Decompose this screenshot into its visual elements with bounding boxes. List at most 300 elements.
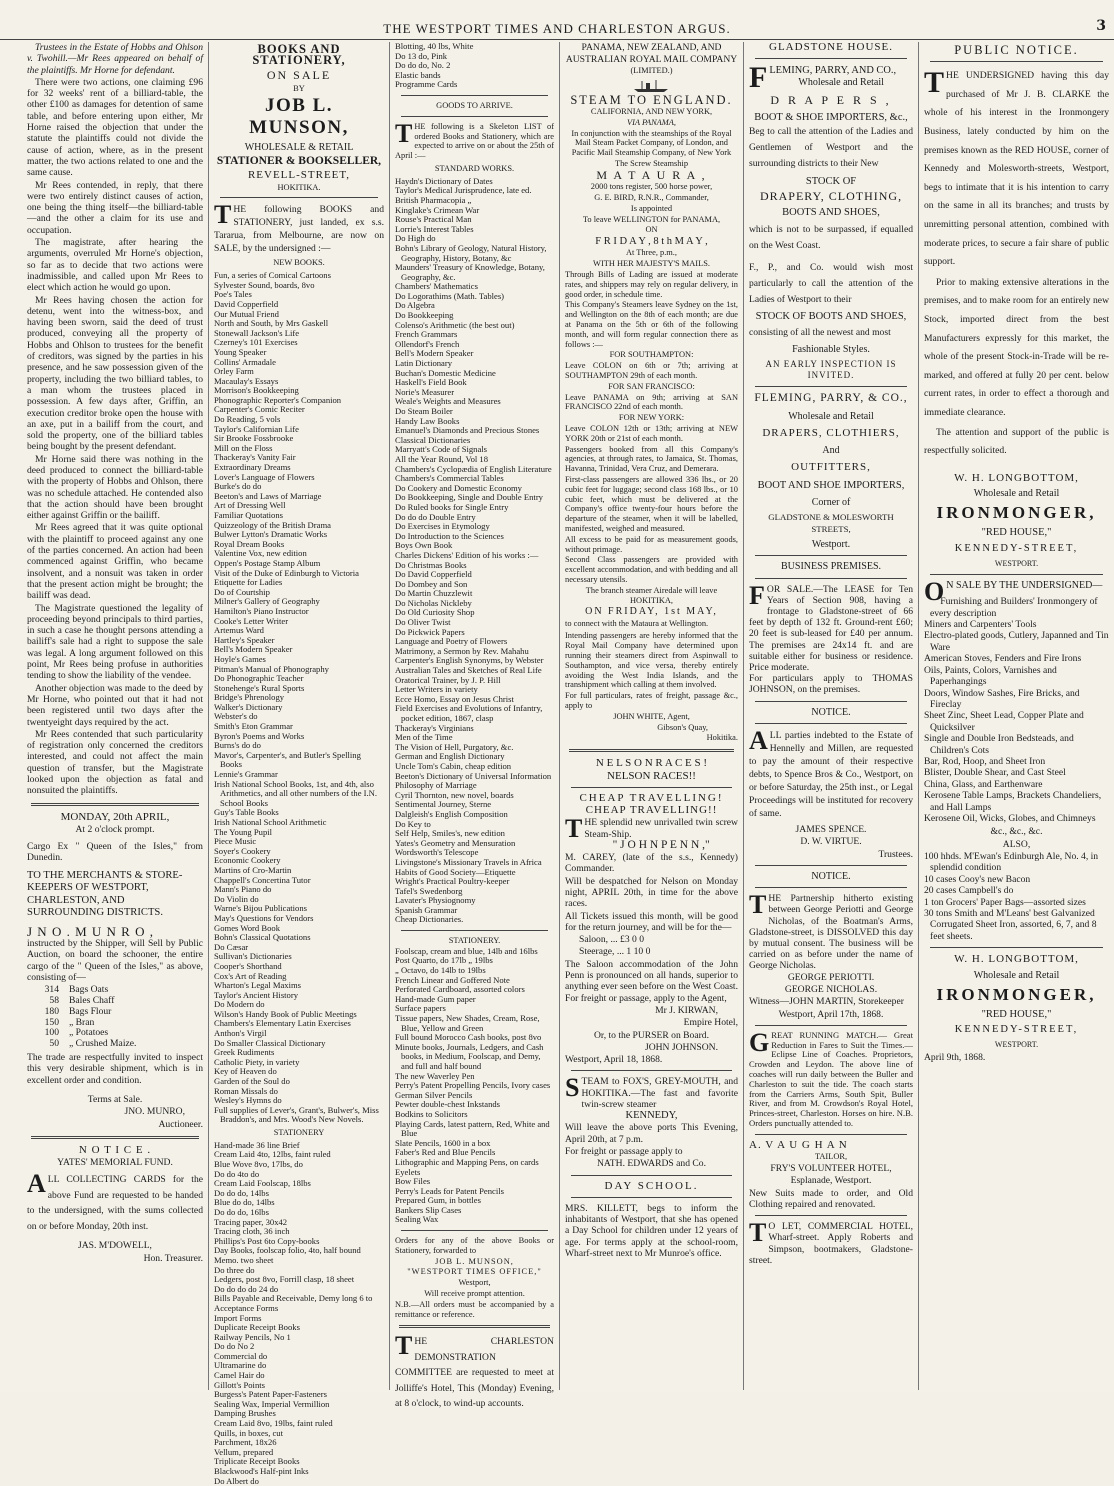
divider	[930, 61, 1103, 62]
auctioneer-name: J N O . M U N R O ,	[27, 923, 154, 939]
stationery-heading: STATIONERY	[273, 1128, 325, 1138]
work-item: Do Steam Boiler	[395, 406, 453, 416]
date: April 9th, 1868.	[924, 1051, 986, 1063]
work-item: Do Martin Chuzzlewit	[395, 588, 473, 599]
court-paragraph: Mr Horne said there was nothing in the deed produced to connect the billiard-table with the property of Hobbs and Ohlson, there was no schedule attached. He contended also that the action should have been brought either against Griffin or the bailiff.	[27, 453, 203, 522]
work-item: Taylor's Medical Jurisprudence, late ed.	[395, 185, 532, 196]
work-item: Philosophy of Marriage	[395, 780, 477, 791]
work-item: Boys Own Book	[395, 540, 453, 551]
leave: To leave WELLINGTON for PANAMA,	[582, 214, 721, 224]
john-penn-accommodation: The Saloon accommodation of the John Penn is pronounced on all hands, superior to anything ever seen before on the West Coast. For freight or passage, apply to the Agent,	[565, 958, 738, 1004]
stationery-item: Vellum, prepared	[214, 1446, 274, 1457]
court-paragraph: The Magistrate questioned the legality of proceeding beyond principals to third parties, in such a case he thought persons attending a bailiff's sale had a right to suppose the sale was legal. A long argument followed on this point, Mr Rees being profuse in authorities tending to show the liability of the vendee.	[27, 602, 203, 682]
book-item: Bulwer Lytton's Dramatic Works	[214, 529, 328, 540]
auction-trade: The trade are respectfully invited to inspect this very desirable shipment, which is in excellent order and condition.	[27, 1052, 203, 1086]
book-item: Piece Music	[214, 836, 257, 847]
stationery-item: Gillott's Points	[214, 1379, 265, 1390]
work-item: Australian Tales and Sketches of Real Life	[395, 665, 542, 676]
book-item: Walker's Dictionary	[214, 701, 283, 712]
stationery-item: Hand-made 36 line Brief	[214, 1139, 300, 1150]
book-item: Do of Courtship	[214, 586, 270, 597]
book-item: Art of Dressing Well	[214, 500, 286, 511]
book-item: North and South, by Mrs Gaskell	[214, 318, 329, 329]
work-item: Spanish Grammar	[395, 904, 458, 915]
book-item: Mavor's, Carpenter's, and Butler's Spelling Books	[214, 749, 361, 770]
work-item: Kinglake's Crimean War	[395, 204, 480, 215]
agent-address: Gibson's Quay,	[657, 722, 708, 732]
drapers-clothiers: DRAPERS, CLOTHIERS,	[762, 426, 900, 439]
trade: WHOLESALE & RETAIL	[244, 141, 354, 153]
kennedy-street: KENNEDY-STREET,	[954, 542, 1079, 554]
book-item: Full supplies of Lever's, Grant's, Bulwer's, Miss Braddon's, and Mrs. Wood's New Novels.	[214, 1104, 379, 1125]
san-francisco-text: Leave PANAMA on 9th; arriving at SAN FRANCISCO 22nd of each month.	[565, 392, 738, 412]
divider	[401, 95, 548, 96]
early-inspection: AN EARLY INSPECTION IS INVITED.	[765, 358, 897, 380]
ironmongery-item: Doors, Window Sashes, Fire Bricks, and Fireclay	[924, 687, 1080, 710]
yates-notice	[27, 1145, 203, 1264]
book-item: David Copperfield	[214, 298, 279, 309]
auction-cargo: Cargo Ex " Queen of the Isles," from Dunedin.	[27, 841, 203, 864]
ironmongery-list	[924, 596, 1109, 824]
stationery-item: Phillips's Post 6to Copy-books	[214, 1235, 320, 1246]
stationery-item: Do do do do 24 do	[214, 1283, 279, 1294]
branch-day: ON FRIDAY, 1st MAY,	[585, 606, 718, 618]
stationery-item: Day Books, foolscap folio, 4to, half bound	[214, 1245, 361, 1256]
book-item: Our Mutual Friend	[214, 308, 279, 319]
tons: 2000 tons register, 500 horse power,	[590, 182, 713, 192]
stationery-item: Tracing paper, 30x42	[214, 1216, 288, 1227]
ironmongery-item: Miners and Carpenters' Tools	[924, 619, 1037, 631]
day-school: DAY SCHOOL.	[604, 1179, 699, 1192]
work-item: Do Cookery and Domestic Economy	[395, 482, 522, 493]
book-item: Chappell's Concertina Tutor	[214, 874, 311, 885]
fare-steerage: Steerage, ... 1 10 0	[579, 946, 651, 958]
stationery-item: Bills Payable and Receivable, Demy long 6 to	[214, 1293, 373, 1304]
john-penn-tickets: All Tickets issued this month, will be good for the return journey, and will be for the—	[565, 910, 738, 933]
cargo-item: 50 „ Crushed Maize.	[49, 1038, 137, 1050]
divider	[399, 1325, 550, 1328]
work-item: Latin Dictionary	[395, 358, 453, 369]
stationery-item: Blue do do, 14lbs	[214, 1197, 275, 1208]
work-item: Bell's Modern Speaker	[395, 348, 474, 359]
stationery-item: Sealing Wax	[395, 1214, 439, 1225]
stationery-item: Elastic bands	[395, 69, 441, 80]
work-item: Tafel's Swedenborg	[395, 885, 463, 896]
auction-advert	[27, 812, 203, 1130]
auction-time: At 2 o'clock prompt.	[75, 823, 155, 835]
book-item: Mill on the Floss	[214, 442, 273, 453]
red-house-2: "RED HOUSE,"	[981, 1008, 1052, 1020]
divider	[401, 116, 548, 117]
column-3	[390, 41, 560, 1410]
nicholas-sig: GEORGE NICHOLAS.	[784, 983, 878, 995]
book-item: Czerney's 101 Exercises	[214, 337, 298, 348]
ironmongery-item: American Stoves, Fenders and Fire Irons	[924, 653, 1082, 665]
stationery-item: Cream Laid 4to, 12lbs, faint ruled	[214, 1149, 331, 1160]
book-item: Sir Brooke Fossbrooke	[214, 433, 294, 444]
divider	[571, 1197, 732, 1198]
court-paragraph: Mr Rees agreed that it was quite optional with the plaintiff to proceed against any one of the parties concerned. An action had been commenced against Griffin, who became insolvent, and a nonsuit was taken in order that the present action might be brought; the bailiff was dead.	[27, 522, 203, 602]
auction-to: TO THE MERCHANTS & STORE-KEEPERS OF WESTPORT, CHARLESTON, AND SURROUNDING DISTRICTS.	[27, 869, 183, 919]
book-item: Extraordinary Dreams	[214, 462, 291, 473]
book-item: Cooke's Letter Writer	[214, 615, 289, 626]
stationery-item: Ledgers, post 8vo, Forrill clasp, 18 sheet	[214, 1274, 355, 1285]
john-penn-commander: M. CAREY, (late of the s.s., Kennedy) Commander.	[565, 852, 738, 875]
work-item: Haydn's Dictionary of Dates	[395, 175, 493, 186]
work-item: Do Exercises in Etymology	[395, 521, 490, 532]
on-sale: ON SALE	[266, 67, 332, 82]
book-item: Do Modern do	[214, 999, 265, 1010]
work-item: Do do do Double Entry	[395, 511, 476, 522]
john-penn-agent: Mr J. KIRWAN,	[655, 1004, 718, 1016]
work-item: Marryatt's Code of Signals	[395, 444, 488, 455]
hour: At Three, p.m.,	[625, 248, 677, 258]
work-item: Lavater's Physiognomy	[395, 895, 476, 906]
stationery-item: Do Albert do	[214, 1475, 259, 1486]
work-item: Rouse's Practical Man	[395, 214, 472, 225]
book-item: Beeton's and Laws of Marriage	[214, 490, 322, 501]
work-item: Colenso's Arithmetic (the best out)	[395, 319, 515, 330]
town: HOKITIKA.	[277, 182, 321, 192]
column-5	[744, 42, 919, 1390]
stationery-list-2	[395, 947, 554, 1225]
public-notice-body-3: The attention and support of the public is respectfully solicited.	[924, 426, 1109, 457]
stationery-item: Prepared Gum, in bottles	[395, 1195, 481, 1206]
public-notice-body: THE UNDERSIGNED having this day purchased of Mr J. B. CLARKE the whole of his interest in the Ironmongery Business, lately conducted by him on the premises known as the RED HOUSE, corner of Kennedy and Molesworth-streets, Westport, begs to intimate that it is his intention to carry on the same in all its branches; and trusts by unremitting personal attention, combined with moderate prices, to secure a fair share of public support.	[924, 66, 1109, 268]
periotti-sig: GEORGE PERIOTTI.	[787, 971, 875, 983]
san-francisco: FOR SAN FRANCISCO:	[608, 381, 695, 391]
court-paragraph: The magistrate, after hearing the arguments, overruled Mr Horne's objection, so far as to decide that two actions were inadmissible, and called upon Mr Rees to elect which action he would go upon.	[27, 237, 203, 294]
gladstone-house: GLADSTONE HOUSE.	[769, 41, 893, 53]
work-item: Handy Law Books	[395, 415, 460, 426]
divider	[755, 58, 907, 59]
westport-2: WESTPORT.	[994, 1040, 1039, 1050]
work-item: Do Logorathims (Math. Tables)	[395, 290, 505, 301]
stationery-item: Full bound Morocco Cash books, post 8vo	[395, 1032, 542, 1043]
stationery-continued	[395, 42, 554, 90]
bills: Through Bills of Lading are issued at moderate rates, and shippers may rely on regular delivery, in good order, in schedule time.	[565, 270, 738, 299]
work-item: Wright's Practical Poultry-keeper	[395, 876, 510, 887]
divider	[31, 803, 199, 806]
tailor: TAILOR,	[814, 1152, 848, 1162]
ironmongery-item: Kerosene Oil, Wicks, Globes, and Chimneys	[924, 812, 1096, 824]
book-item: Burns's do do	[214, 740, 261, 751]
work-item: Self Help, Smiles's, new edition	[395, 828, 505, 839]
divider	[755, 723, 907, 724]
work-item: Wordsworth's Telescope	[395, 847, 479, 858]
column-1	[22, 42, 209, 1390]
court-paragraph: Mr Rees having chosen the action for detenu, went into the witness-box, and having been sworn, said the deed of trust produced, conveying all the property of Hobbs and Ohlson to trustees for the benefit of creditors, was signed by the parties in his presence, and he saw possession given of the property, including the two billiard tables, to a man whom the trustees placed in possession. A few days after, Griffin, an execution creditor broke open the house with an axe, put in a bailiff from the court, and sold the property, one of the billiard tables being bought by the present defendant.	[27, 294, 203, 453]
masthead	[0, 18, 1114, 40]
boot-importers-2: BOOT AND SHOE IMPORTERS,	[757, 479, 905, 491]
book-item: Orley Farm	[214, 366, 254, 377]
commander: G. E. BIRD, R.N.R., Commander,	[594, 192, 709, 202]
also: ALSO,	[1002, 838, 1031, 850]
work-item: Weale's Weights and Measures	[395, 396, 501, 407]
book-item: Greek Rudiments	[214, 1047, 275, 1058]
divider	[571, 787, 732, 788]
trade2: STATIONER & BOOKSELLER,	[216, 154, 382, 167]
book-item: Lennie's Grammar	[214, 769, 278, 780]
stationery-item: Commercial do	[214, 1350, 268, 1361]
vaughan: A. V A U G H A N	[749, 1138, 848, 1151]
work-item: Do Ruled books for Single Entry	[395, 501, 509, 512]
ironmonger-2: IRONMONGER,	[936, 984, 1097, 1004]
appointed: Is appointed	[630, 203, 673, 213]
books-intro: THE following BOOKS and STATIONERY, just landed, ex s.s. Tararua, from Melbourne, are now on SALE, by the undersigned :—	[214, 200, 384, 255]
stationery-item: Do do do, 16lbs	[214, 1206, 269, 1217]
auction-terms: Terms at Sale.	[87, 1093, 143, 1105]
book-item: Stonewall Jackson's Life	[214, 327, 300, 338]
divider	[401, 930, 548, 931]
goods-intro: THE following is a Skeleton LIST of ordered Books and Stationery, which are expected to arrive on or about the 25th of April :—	[395, 118, 554, 161]
mail-heading: PANAMA, NEW ZEALAND, AND AUSTRALIAN ROYAL MAIL COMPANY	[565, 42, 738, 65]
munson-advert	[214, 44, 384, 1486]
divider	[755, 887, 907, 888]
book-item: The Young Pupil	[214, 826, 273, 837]
virtue-sig: D. W. VIRTUE.	[800, 836, 862, 848]
wholesale-retail-2: Wholesale and Retail	[973, 969, 1060, 981]
business-premises: BUSINESS PREMISES.	[780, 561, 882, 573]
on-sale: O N SALE BY THE UNDERSIGNED—	[924, 577, 1103, 607]
book-item: Phonographic Reporter's Companion	[214, 394, 342, 405]
book-item: Taylor's Californian Life	[214, 423, 299, 434]
for-sale-apply: For particulars apply to THOMAS JOHNSON, on the premises.	[749, 673, 913, 696]
book-item: Collins' Armadale	[214, 356, 276, 367]
standard-works-heading: STANDARD WORKS.	[434, 163, 515, 173]
work-item: Do High do	[395, 233, 436, 244]
stationery-item: Faber's Red and Blue Pencils	[395, 1147, 496, 1158]
fpc: F., P., and Co. would wish most particularly to call the attention of the Ladies of Westport to their	[749, 262, 913, 306]
book-item: Taylor's Ancient History	[214, 989, 299, 1000]
notice-role: Hon. Treasurer.	[143, 1252, 203, 1264]
book-item: Economic Cookery	[214, 855, 281, 866]
fare-saloon: Saloon, ... £3 0 0	[579, 934, 645, 946]
book-item: Poe's Tales	[214, 289, 252, 300]
notice-heading-2: NOTICE.	[811, 870, 851, 882]
book-item: Byron's Poems and Works	[214, 730, 305, 741]
wholesale-retail: Wholesale and Retail	[973, 488, 1060, 500]
ironmongery-item: Oils, Paints, Colors, Varnishes and Paperhangings	[924, 664, 1057, 688]
stationery-item: Blackwood's Half-pint Inks	[214, 1466, 309, 1476]
standard-works-list	[395, 177, 554, 925]
court-paragraph: There were two actions, one claiming £96 for 32 weeks' rent of a billiard-table, the other £100 as damages for detention of same table, and before entering upon either, Mr Horne raised the objection that under the statute the plaintiffs could not divide the cause of action, where, as in the present matter, the two actions related to one and the same cause.	[27, 76, 203, 179]
westport: Westport.	[811, 538, 851, 550]
book-item: Gomes Word Book	[214, 922, 280, 933]
work-item: Cheap Dictionaries.	[395, 914, 464, 925]
book-item: Lover's Language of Flowers	[214, 471, 315, 482]
beg: Beg to call the attention of the Ladies and Gentlemen of Westport and the surrounding districts to their New	[749, 126, 913, 170]
stationery-item: Quills, in boxes, cut	[214, 1427, 283, 1438]
book-item: Irish National School Books, 1st, and 4th, also Arithmetics, and all other numbers of the I.N. School Books	[214, 778, 378, 808]
new-suits: New Suits made to order, and Old Clothing repaired and renovated.	[749, 1187, 913, 1210]
divider	[755, 555, 907, 556]
book-item: Webster's do	[214, 711, 258, 722]
book-item: Hoyle's Games	[214, 653, 266, 664]
stationery-item: Cream Laid Foolscap, 18lbs	[214, 1178, 311, 1189]
book-item: Bohn's Classical Quotations	[214, 932, 311, 943]
stationery-item: Pewter double-chest Inkstands	[395, 1099, 501, 1110]
work-item: Do Key to	[395, 818, 431, 829]
partnership-notice: THE Partnership hitherto existing between George Periotti and George Nicholas, of the Boatman's Arms, Gladstone-street, is DISSOLVED this day by mutual consent. The business will be carried on as before under the name of George Nicholas.	[749, 890, 913, 972]
book-item: Royal Dream Books	[214, 538, 285, 549]
work-item: French Grammars	[395, 329, 458, 340]
work-item: Men of the Time	[395, 732, 453, 743]
drapery: DRAPERY, CLOTHING,	[759, 189, 903, 204]
stationery-item: Lithographic and Mapping Pens, on cards	[395, 1156, 539, 1167]
book-item: Smith's Eton Grammar	[214, 721, 293, 732]
book-item: Burke's do do	[214, 481, 262, 492]
trustees: Trustees.	[878, 848, 913, 860]
stationery-item: Tissue papers, New Shades, Cream, Rose, Blue, Yellow and Green	[395, 1013, 540, 1033]
book-item: Soyer's Cookery	[214, 845, 271, 856]
stationery-item: Surface papers	[395, 1003, 446, 1014]
stationery-list	[214, 1141, 384, 1486]
conjunction: In conjunction with the steamships of the Royal Mail Steam Packet Company, of London, and Pacific Mail Steamship Company, of New York	[571, 128, 732, 158]
stationery-item: Hand-made Gum paper	[395, 993, 476, 1004]
new-books-list	[214, 271, 384, 1125]
book-item: Irish National School Arithmetic	[214, 817, 327, 828]
cheap-travelling-2: CHEAP TRAVELLING!!	[585, 804, 718, 817]
work-item: Do Pickwick Papers	[395, 626, 465, 637]
book-item: Macaulay's Essays	[214, 375, 279, 386]
public-notice-title: PUBLIC NOTICE.	[954, 43, 1079, 57]
ironmongery-item: Single and Double Iron Bedsteads, and Children's Cots	[924, 733, 1074, 756]
also-item: 100 hhds. M'Ewan's Edinburgh Ale, No. 4, in splendid condition	[924, 850, 1099, 874]
fox-text: Will leave the above ports This Evening, April 20th, at 7 p.m.	[565, 1122, 738, 1145]
divider	[571, 1175, 732, 1176]
stationery-item: Camel Hair do	[214, 1370, 265, 1381]
newspaper-title: THE WESTPORT TIMES AND CHARLESTON ARGUS.	[383, 21, 731, 36]
book-item: Do Cæsar	[214, 941, 249, 952]
intending: Intending passengers are hereby informed that the Royal Mail Company have determined upon running their steamers direct from Aspinwall to Southampton, and vice versa, thereby entirely avoiding the West India Islands, and the transhipment which calling at them involved.	[565, 631, 738, 690]
cargo-item: 180 Bags Flour	[44, 1005, 112, 1017]
work-item: Do Bookkeeping, Single and Double Entry	[395, 492, 543, 503]
stationery-item: Do do No 2	[214, 1341, 255, 1352]
work-item: Buchan's Domestic Medicine	[395, 367, 496, 378]
divider	[571, 1070, 732, 1071]
book-item: Martins of Cro-Martin	[214, 864, 292, 875]
book-item: Bell's Modern Speaker	[214, 644, 293, 655]
fashionable: Fashionable Styles.	[792, 344, 870, 356]
column-6	[919, 42, 1114, 1390]
book-item: Artemus Ward	[214, 625, 264, 636]
column-4	[560, 42, 744, 1390]
divider	[31, 1136, 199, 1139]
book-item: Carpenter's Comic Reciter	[214, 404, 305, 415]
work-item: Do David Copperfield	[395, 569, 472, 580]
work-item: Chambers's Cyclopædia of English Literature	[395, 463, 552, 474]
divider	[755, 578, 907, 579]
work-item: Haskell's Field Book	[395, 377, 467, 388]
divider	[755, 1025, 907, 1026]
stationery-item: Do 13 do, Pink	[395, 50, 448, 61]
stationery-item: Do do do, 14lbs	[214, 1187, 269, 1198]
stationery-item: Eyelets	[395, 1166, 421, 1177]
stationery-item: Minute books, Journals, Ledgers, and Cash books, in Medium, Foolscap, and Demy, and full and half bound	[395, 1041, 544, 1071]
southampton: FOR SOUTHAMPTON:	[609, 350, 694, 360]
divider	[220, 197, 378, 198]
public-notice-body-2: Prior to making extensive alterations in the premises, and to make room for an entirely new Stock, imported direct from the best Manufacturers expressly for this market, the whole of the present Stock-in-Trade will be re-marked, and offered at fully 20 per cent. below current rates, in order to effect a thorough and immediate clearance.	[924, 276, 1109, 418]
passengers: Passengers booked from all this Company's agencies, at through rates, to Jamaica, St. Thomas, Havanna, Trinidad, Vera Cruz, and Demerara.	[565, 444, 738, 474]
book-item: Young Speaker	[214, 346, 267, 357]
new-york: FOR NEW YORK:	[618, 413, 685, 423]
stationery-item: Damping Brushes	[214, 1408, 276, 1419]
stationery-item: Triplicate Receipt Books	[214, 1456, 300, 1467]
work-item: Charles Dickens' Edition of his works :—	[395, 549, 539, 560]
stationery-item: Burgess's Patent Paper-Fasteners	[214, 1389, 327, 1400]
stationery-item: Sealing Wax, Imperial Vermillion	[214, 1398, 330, 1409]
work-item: Sentimental Journey, Sterne	[395, 799, 492, 810]
which: which is not to be surpassed, if equalled on the West Coast.	[749, 224, 913, 252]
westport: WESTPORT.	[994, 558, 1039, 568]
stationery-item: French Linear and Goffered Note	[395, 974, 510, 985]
book-item: May's Questions for Vendors	[214, 912, 314, 923]
mails: WITH HER MAJESTY'S MAILS.	[593, 259, 710, 269]
work-item: Do Old Curiosity Shop	[395, 607, 475, 618]
orders-prompt: Will receive prompt attention.	[424, 1289, 525, 1299]
new-books-heading: NEW BOOKS.	[273, 258, 325, 268]
kennedy: KENNEDY,	[625, 1110, 678, 1122]
book-item: Cooper's Shorthand	[214, 960, 282, 971]
divider	[755, 701, 907, 702]
work-item: Classical Dictionaries	[395, 434, 471, 445]
john-penn-signature: JOHN JOHNSON.	[644, 1041, 718, 1053]
to-let: T O LET, COMMERCIAL HOTEL, Wharf-street. Apply Roberts and Simpson, bootmakers, Gladstone-street.	[749, 1218, 913, 1266]
divider	[569, 749, 734, 752]
excess: All excess to be paid for as measurement goods, without primage.	[565, 534, 738, 554]
work-item: Ecce Homo, Essay on Jesus Christ	[395, 693, 514, 704]
cargo-item: 58 Bales Chaff	[49, 995, 115, 1007]
screw: The Screw Steamship	[614, 159, 689, 169]
notice-body: ALL COLLECTING CARDS for the above Fund are requested to be handed to the undersigned, with the sums collected on or before Monday, 20th inst.	[27, 1169, 203, 1232]
work-item: Dalgleish's English Composition	[395, 808, 508, 819]
branch-text: to connect with the Mataura at Wellington.	[565, 618, 709, 628]
book-item: Fun, a series of Comical Cartoons	[214, 270, 331, 281]
partnership-date: Westport, April 17th, 1868.	[778, 1008, 884, 1020]
book-item: Visit of the Duke of Edinburgh to Victoria	[214, 567, 359, 578]
also-item: 20 cases Campbell's do	[924, 885, 1014, 897]
divider	[930, 947, 1103, 948]
court-paragraph: Trustees in the Estate of Hobbs and Ohlson v. Twohill.—Mr Rees appeared on behalf of the plaintiffs. Mr Horne for defendant.	[27, 42, 203, 76]
book-item: Key of Heaven do	[214, 1066, 277, 1077]
routes: CALIFORNIA, AND NEW YORK,	[590, 107, 713, 117]
book-item: Pitman's Manual of Phonography	[214, 663, 329, 674]
ironmongery-item: Sheet Zinc, Sheet Lead, Copper Plate and Quicksilver	[924, 710, 1084, 733]
for-sale: FOR SALE.—The LEASE for Ten Years of Section 908, having a frontage to Gladstone-street of 66 feet by depth of 132 ft. Ground-rent £60; 20 feet is sub-leased for £40 per annum. The premises are 24x14 ft. and are suitable either for business or residence. Price moderate.	[749, 580, 913, 673]
work-item: Cyril Thornton, new novel, boards	[395, 789, 514, 800]
stationery-item: Blue Wove 8vo, 17lbs, do	[214, 1159, 303, 1169]
stationery-item: The new Waverley Pen	[395, 1070, 475, 1081]
nelson-races: N E L S O N R A C E S !	[595, 757, 708, 770]
agent-town: Hokitika.	[706, 733, 738, 743]
stationery-item: Do do do, No. 2	[395, 60, 451, 71]
stationery-item: Blotting, 40 lbs, White	[395, 41, 474, 51]
divider	[755, 865, 907, 866]
kennedy-street-2: KENNEDY-STREET,	[954, 1024, 1079, 1036]
day-school-text: MRS. KILLETT, begs to inform the inhabitants of Westport, that she has opened a Day School for children under 12 years of age. For terms apply at the school-room, Wharf-street next to Mr Munroe's office.	[565, 1202, 738, 1260]
book-item: Etiquette for Ladies	[214, 577, 283, 588]
corner-streets: GLADSTONE & MOLESWORTH STREETS,	[768, 512, 894, 534]
orders-office: "WESTPORT TIMES OFFICE,"	[407, 1267, 542, 1277]
john-penn-purser: Or, to the PURSER on Board.	[593, 1029, 709, 1041]
consisting: consisting of all the newest and most	[749, 327, 891, 339]
column-2	[209, 42, 390, 1486]
book-item: Morrison's Bookkeeping	[214, 385, 299, 396]
court-paragraph: Mr Rees contended, in reply, that there were two entirely distinct causes of action, one being the thing itself—the billiard-table—and the other a claim for its use and occupation.	[27, 179, 203, 236]
stationery-item: Railway Pencils, No 1	[214, 1331, 291, 1342]
work-item: Language and Poetry of Flowers	[395, 636, 508, 647]
